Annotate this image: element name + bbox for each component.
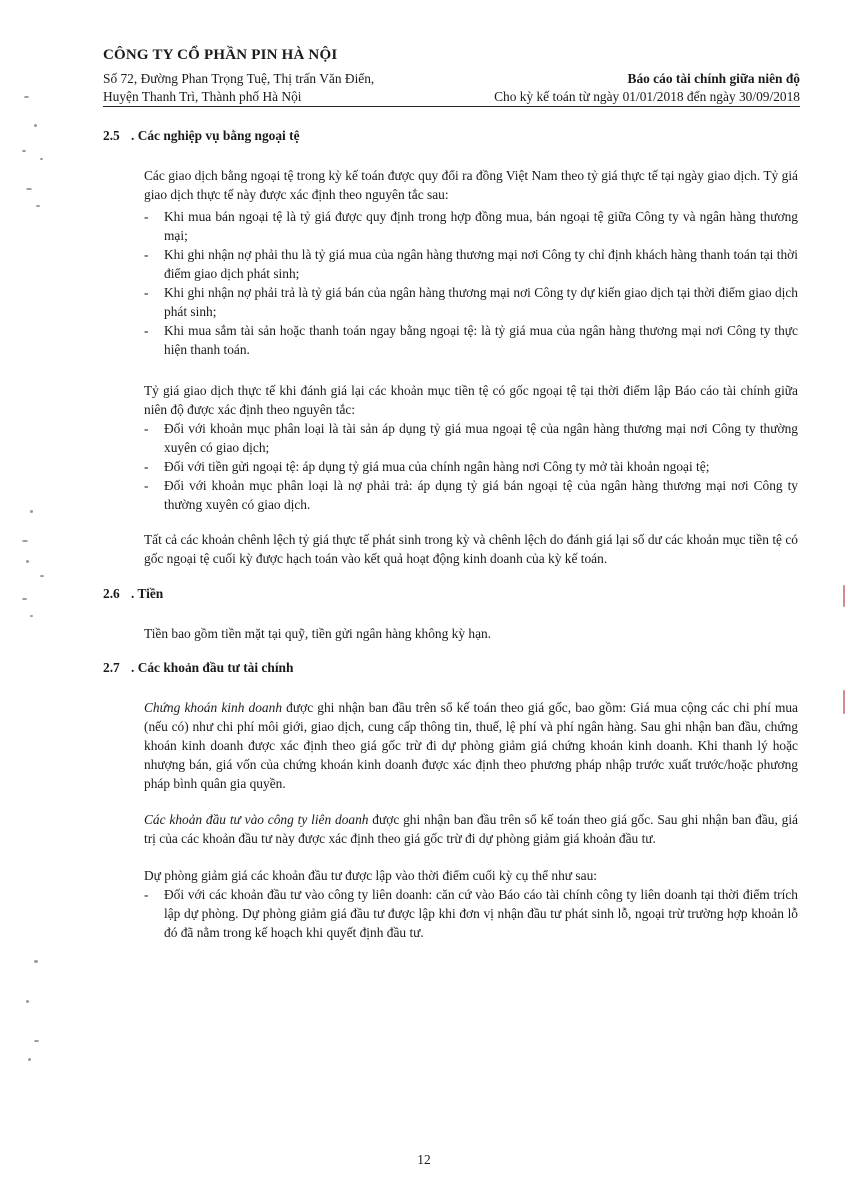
company-name: CÔNG TY CỔ PHẦN PIN HÀ NỘI (103, 47, 338, 63)
list-item: - Đối với khoản mục phân loại là tài sản áp dụng tỷ giá mua ngoại tệ của ngân hàng thương mại nơi Công ty thường xuyên có giao dịch; (144, 419, 798, 457)
section-title: . Các khoản đầu tư tài chính (131, 660, 294, 675)
report-title: Báo cáo tài chính giữa niên độ (627, 71, 800, 86)
section-title: . Các nghiệp vụ bằng ngoại tệ (131, 128, 300, 143)
list-item: - Khi mua bán ngoại tệ là tỷ giá được quy định trong hợp đồng mua, bán ngoại tệ giữa Công ty và ngân hàng thương mại; (144, 207, 798, 245)
header-divider (103, 106, 800, 107)
section-number: 2.7 (103, 660, 120, 675)
list-item: - Đối với tiền gửi ngoại tệ: áp dụng tỷ giá mua của chính ngân hàng nơi Công ty mở tài khoản ngoại tệ; (144, 457, 798, 476)
paragraph-text: được ghi nhận ban đầu trên sổ kế toán theo giá gốc, bao gồm: Giá mua cộng các chi phí mua (nếu có) như chi phí môi giới, giao dịch, cung cấp thông tin, thuế, lệ phí và phí ngân hàng. Sau ghi nhận ban đầu, chứng khoán kinh doanh được xác định theo giá gốc trừ đi dự phòng giảm giá chứng khoán kinh doanh. Khi thanh lý hoặc nhượng bán, giá vốn của chứng khoán kinh doanh được xác định theo phương pháp nhập trước xuất trước/hoặc phương pháp bình quân gia quyền. (144, 700, 798, 791)
bullet-list (144, 207, 798, 359)
address-line-2: Huyện Thanh Trì, Thành phố Hà Nội (103, 89, 302, 104)
paragraph: Tất cả các khoản chênh lệch tỷ giá thực tế phát sinh trong kỳ và chênh lệch do đánh giá lại số dư các khoản mục tiền tệ có gốc ngoại tệ cuối kỳ được hạch toán vào kết quả hoạt động kinh doanh của kỳ kế toán. (144, 532, 798, 566)
paragraph (144, 698, 798, 793)
report-period: Cho kỳ kế toán từ ngày 01/01/2018 đến ngày 30/09/2018 (494, 89, 800, 104)
section-heading-2-6 (103, 586, 163, 602)
list-item: - Đối với các khoản đầu tư vào công ty liên doanh: căn cứ vào Báo cáo tài chính công ty liên doanh tại thời điểm trích lập dự phòng. Dự phòng giảm giá đầu tư được lập khi đơn vị nhận đầu tư phát sinh lỗ, ngoại trừ trường hợp khoản lỗ đó đã nằm trong kế hoạch khi quyết định đầu tư. (144, 885, 798, 942)
paragraph: Tiền bao gồm tiền mặt tại quỹ, tiền gửi ngân hàng không kỳ hạn. (144, 626, 492, 641)
section-heading-2-5 (103, 128, 300, 144)
section-number: 2.5 (103, 128, 120, 143)
paragraph (144, 810, 798, 848)
list-item: - Đối với khoản mục phân loại là nợ phải trả: áp dụng tỷ giá bán ngoại tệ của ngân hàng thương mại nơi Công ty thường xuyên có giao dịch. (144, 476, 798, 514)
company-address (103, 70, 374, 106)
bullet-list (144, 419, 798, 514)
paragraph-text: được ghi nhận ban đầu trên sổ kế toán theo giá gốc. Sau ghi nhận ban đầu, giá trị của các khoản đầu tư này được xác định theo giá gốc trừ đi dự phòng giảm giá khoản đầu tư. (144, 812, 798, 846)
list-item: - Khi ghi nhận nợ phải trả là tỷ giá bán của ngân hàng thương mại nơi Công ty dự kiến giao dịch tại thời điểm giao dịch phát sinh; (144, 283, 798, 321)
report-info (494, 70, 800, 106)
paragraph: Dự phòng giảm giá các khoản đầu tư được lập vào thời điểm cuối kỳ cụ thể như sau: (144, 868, 597, 883)
section-number: 2.6 (103, 586, 120, 601)
italic-term: Chứng khoán kinh doanh (144, 700, 283, 715)
paragraph: Tỷ giá giao dịch thực tế khi đánh giá lại các khoản mục tiền tệ có gốc ngoại tệ tại thời điểm lập Báo cáo tài chính giữa niên độ được xác định theo nguyên tắc: (144, 383, 798, 417)
paragraph: Các giao dịch bằng ngoại tệ trong kỳ kế toán được quy đổi ra đồng Việt Nam theo tỷ giá thực tế tại ngày giao dịch. Tỷ giá giao dịch thực tế này được xác định theo nguyên tắc sau: (144, 168, 798, 202)
section-heading-2-7 (103, 660, 293, 676)
list-item: - Khi mua sắm tài sản hoặc thanh toán ngay bằng ngoại tệ: là tỷ giá mua của ngân hàng thương mại nơi Công ty thực hiện thanh toán. (144, 321, 798, 359)
section-title: . Tiền (131, 586, 164, 601)
list-item: - Khi ghi nhận nợ phải thu là tỷ giá mua của ngân hàng thương mại nơi Công ty chỉ định khách hàng thanh toán tại thời điểm giao dịch phát sinh; (144, 245, 798, 283)
address-line-1: Số 72, Đường Phan Trọng Tuệ, Thị trấn Văn Điển, (103, 71, 375, 86)
italic-term: Các khoản đầu tư vào công ty liên doanh (144, 812, 369, 827)
bullet-list (144, 885, 798, 942)
page-number: 12 (417, 1152, 431, 1167)
